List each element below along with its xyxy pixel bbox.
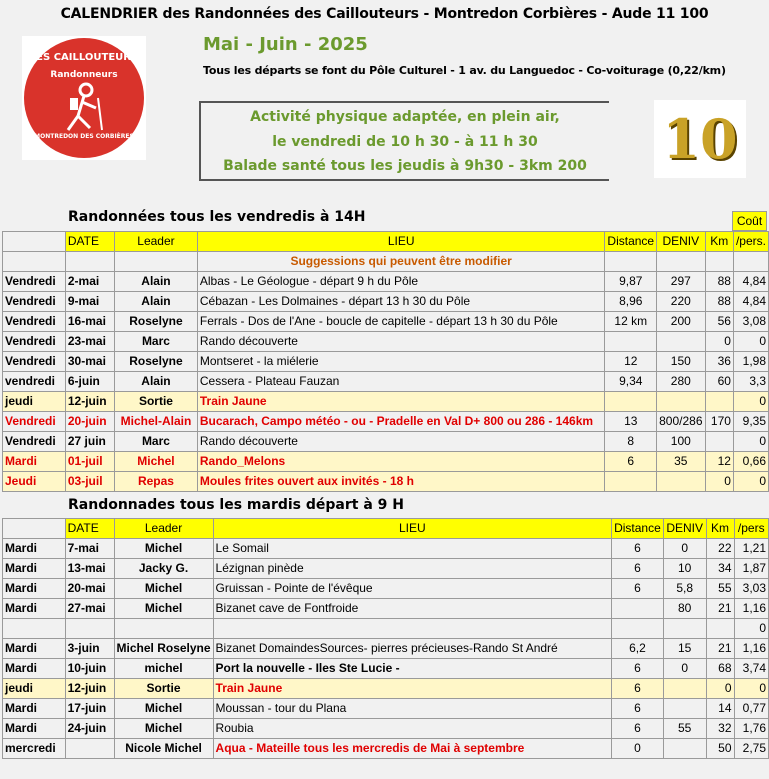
row-distance xyxy=(605,332,657,352)
row-place: Train Jaune xyxy=(197,392,605,412)
row-date: 16-mai xyxy=(65,312,114,332)
row-place: Rando_Melons xyxy=(197,452,605,472)
row-deniv xyxy=(657,472,705,492)
row-date: 17-juin xyxy=(65,699,114,719)
anniversary-badge: 10 xyxy=(654,100,746,178)
row-deniv: 280 xyxy=(657,372,705,392)
row-place: Bizanet DomaindesSources- pierres précieuses-Rando St André xyxy=(213,639,612,659)
row-cost: 9,35 xyxy=(733,412,768,432)
row-cost: 3,08 xyxy=(733,312,768,332)
header-distance: Distance xyxy=(605,232,657,252)
row-km: 60 xyxy=(705,372,733,392)
row-km: 22 xyxy=(706,539,734,559)
row-leader: Marc xyxy=(115,332,198,352)
row-km: 0 xyxy=(705,332,733,352)
row-day: Vendredi xyxy=(3,292,66,312)
row-deniv: 150 xyxy=(657,352,705,372)
row-leader: Alain xyxy=(115,372,198,392)
row-leader: Sortie xyxy=(114,679,213,699)
suggestion-blank xyxy=(733,252,768,272)
row-leader: Alain xyxy=(115,272,198,292)
row-day: Mardi xyxy=(3,539,66,559)
suggestion-row xyxy=(3,252,769,272)
row-place: Aqua - Mateille tous les mercredis de Mai à septembre xyxy=(213,739,612,759)
row-distance: 6 xyxy=(612,659,664,679)
row-km: 21 xyxy=(706,639,734,659)
row-day: Mardi xyxy=(3,452,66,472)
row-km: 170 xyxy=(705,412,733,432)
activity-line-2: le vendredi de 10 h 30 - à 11 h 30 xyxy=(272,134,538,150)
row-leader: Michel Roselyne xyxy=(114,639,213,659)
row-place: Cessera - Plateau Fauzan xyxy=(197,372,605,392)
table-row xyxy=(3,452,769,472)
row-date: 20-juin xyxy=(65,412,114,432)
row-cost: 0 xyxy=(733,432,768,452)
row-leader: Nicole Michel xyxy=(114,739,213,759)
header-cost: /pers xyxy=(734,519,768,539)
row-deniv xyxy=(663,699,706,719)
row-leader: Marc xyxy=(115,432,198,452)
row-leader: Michel xyxy=(114,699,213,719)
row-km xyxy=(706,619,734,639)
header-row xyxy=(3,519,769,539)
row-km: 34 xyxy=(706,559,734,579)
row-cost: 0 xyxy=(733,392,768,412)
row-day: Vendredi xyxy=(3,412,66,432)
suggestion-blank xyxy=(65,252,114,272)
row-km: 88 xyxy=(705,272,733,292)
row-cost: 1,87 xyxy=(734,559,768,579)
row-distance: 6 xyxy=(605,452,657,472)
table-row xyxy=(3,599,769,619)
row-cost: 0,77 xyxy=(734,699,768,719)
row-distance xyxy=(605,392,657,412)
row-day: vendredi xyxy=(3,372,66,392)
row-leader: Alain xyxy=(115,292,198,312)
row-place: Roubia xyxy=(213,719,612,739)
table-row xyxy=(3,332,769,352)
row-leader: Roselyne xyxy=(115,352,198,372)
row-date: 30-mai xyxy=(65,352,114,372)
row-leader xyxy=(114,619,213,639)
row-cost: 0 xyxy=(733,332,768,352)
cost-header: Coût xyxy=(732,211,767,231)
club-logo: LES CAILLOUTEURS Randonneurs MONTREDON DES CORBIÈRES xyxy=(22,36,146,160)
tuesday-section-title: Randonnades tous les mardis départ à 9 H xyxy=(68,497,404,513)
row-deniv: 200 xyxy=(657,312,705,332)
row-cost: 3,74 xyxy=(734,659,768,679)
header-km: Km xyxy=(705,232,733,252)
row-place: Ferrals - Dos de l'Ane - boucle de capitelle - départ 13 h 30 du Pôle xyxy=(197,312,605,332)
row-place: Lézignan pinède xyxy=(213,559,612,579)
row-deniv: 220 xyxy=(657,292,705,312)
row-date: 2-mai xyxy=(65,272,114,292)
hiker-icon xyxy=(24,38,144,158)
friday-section-title: Randonnées tous les vendredis à 14H xyxy=(68,209,366,225)
row-km: 14 xyxy=(706,699,734,719)
row-place: Moussan - tour du Plana xyxy=(213,699,612,719)
row-deniv: 297 xyxy=(657,272,705,292)
row-distance: 9,87 xyxy=(605,272,657,292)
row-km: 21 xyxy=(706,599,734,619)
row-place: Rando découverte xyxy=(197,332,605,352)
row-cost: 1,98 xyxy=(733,352,768,372)
table-row xyxy=(3,619,769,639)
row-place: Moules frites ouvert aux invités - 18 h xyxy=(197,472,605,492)
row-date: 9-mai xyxy=(65,292,114,312)
row-cost: 3,03 xyxy=(734,579,768,599)
table-row xyxy=(3,352,769,372)
row-day: Vendredi xyxy=(3,332,66,352)
row-distance: 6 xyxy=(612,719,664,739)
table-row xyxy=(3,392,769,412)
header-date: DATE xyxy=(65,519,114,539)
row-day: Mardi xyxy=(3,639,66,659)
row-distance: 0 xyxy=(612,739,664,759)
row-deniv: 100 xyxy=(657,432,705,452)
row-place: Rando découverte xyxy=(197,432,605,452)
row-date: 27-mai xyxy=(65,599,114,619)
row-distance: 6 xyxy=(612,579,664,599)
row-day: Vendredi xyxy=(3,352,66,372)
row-cost: 0 xyxy=(733,472,768,492)
row-day: Mardi xyxy=(3,659,66,679)
row-place: Albas - Le Géologue - départ 9 h du Pôle xyxy=(197,272,605,292)
row-deniv xyxy=(657,332,705,352)
row-date: 6-juin xyxy=(65,372,114,392)
table-row xyxy=(3,292,769,312)
row-date: 27 juin xyxy=(65,432,114,452)
suggestion-blank xyxy=(3,252,66,272)
row-date xyxy=(65,739,114,759)
row-date: 13-mai xyxy=(65,559,114,579)
row-deniv: 800/286 xyxy=(657,412,705,432)
row-deniv: 55 xyxy=(663,719,706,739)
row-leader: Michel xyxy=(114,719,213,739)
row-distance: 12 xyxy=(605,352,657,372)
header-place: LIEU xyxy=(197,232,605,252)
activity-box xyxy=(199,101,609,181)
table-row xyxy=(3,739,769,759)
period-title: Mai - Juin - 2025 xyxy=(203,34,368,55)
header-deniv: DENIV xyxy=(657,232,705,252)
activity-line-1: Activité physique adaptée, en plein air, xyxy=(250,109,560,125)
row-deniv: 35 xyxy=(657,452,705,472)
row-leader: Michel-Alain xyxy=(115,412,198,432)
table-row xyxy=(3,432,769,452)
header-km: Km xyxy=(706,519,734,539)
row-cost: 0 xyxy=(734,679,768,699)
table-row xyxy=(3,559,769,579)
table-row xyxy=(3,412,769,432)
row-distance: 6 xyxy=(612,559,664,579)
row-km: 50 xyxy=(706,739,734,759)
table-row xyxy=(3,659,769,679)
row-distance: 13 xyxy=(605,412,657,432)
row-cost: 1,21 xyxy=(734,539,768,559)
row-distance xyxy=(612,599,664,619)
tuesday-table xyxy=(2,518,769,759)
row-km: 36 xyxy=(705,352,733,372)
suggestion-note: Suggessions qui peuvent être modifier xyxy=(197,252,605,272)
row-place xyxy=(213,619,612,639)
row-km: 88 xyxy=(705,292,733,312)
row-day: jeudi xyxy=(3,679,66,699)
row-distance: 12 km xyxy=(605,312,657,332)
row-place: Gruissan - Pointe de l'évêque xyxy=(213,579,612,599)
row-leader: Michel xyxy=(114,539,213,559)
row-km: 56 xyxy=(705,312,733,332)
row-leader: Jacky G. xyxy=(114,559,213,579)
table-row xyxy=(3,372,769,392)
suggestion-blank xyxy=(605,252,657,272)
table-row xyxy=(3,699,769,719)
table-row xyxy=(3,472,769,492)
row-cost: 1,16 xyxy=(734,599,768,619)
row-date: 24-juin xyxy=(65,719,114,739)
row-deniv: 10 xyxy=(663,559,706,579)
row-km: 12 xyxy=(705,452,733,472)
page-title: CALENDRIER des Randonnées des Caillouteurs - Montredon Corbières - Aude 11 100 xyxy=(60,6,709,22)
row-km: 68 xyxy=(706,659,734,679)
row-cost: 0 xyxy=(734,619,768,639)
row-day: mercredi xyxy=(3,739,66,759)
row-day: Mardi xyxy=(3,699,66,719)
table-row xyxy=(3,272,769,292)
row-leader: michel xyxy=(114,659,213,679)
table-row xyxy=(3,539,769,559)
row-deniv: 5,8 xyxy=(663,579,706,599)
suggestion-blank xyxy=(115,252,198,272)
header-blank xyxy=(3,519,66,539)
row-distance: 6 xyxy=(612,699,664,719)
row-place: Le Somail xyxy=(213,539,612,559)
row-leader: Repas xyxy=(115,472,198,492)
row-date: 01-juil xyxy=(65,452,114,472)
header-leader: Leader xyxy=(114,519,213,539)
row-deniv: 80 xyxy=(663,599,706,619)
row-day: Jeudi xyxy=(3,472,66,492)
row-cost: 1,16 xyxy=(734,639,768,659)
header-date: DATE xyxy=(65,232,114,252)
row-deniv: 15 xyxy=(663,639,706,659)
row-day xyxy=(3,619,66,639)
table-row xyxy=(3,579,769,599)
row-distance: 8 xyxy=(605,432,657,452)
row-leader: Michel xyxy=(114,579,213,599)
row-distance xyxy=(612,619,664,639)
row-km xyxy=(705,392,733,412)
row-date: 12-juin xyxy=(65,392,114,412)
row-leader: Michel xyxy=(114,599,213,619)
row-km xyxy=(705,432,733,452)
header-leader: Leader xyxy=(115,232,198,252)
row-day: Vendredi xyxy=(3,432,66,452)
row-day: Mardi xyxy=(3,719,66,739)
header-place: LIEU xyxy=(213,519,612,539)
row-deniv xyxy=(663,679,706,699)
header-row xyxy=(3,232,769,252)
row-date: 03-juil xyxy=(65,472,114,492)
row-cost: 3,3 xyxy=(733,372,768,392)
row-distance: 8,96 xyxy=(605,292,657,312)
header-deniv: DENIV xyxy=(663,519,706,539)
row-leader: Michel xyxy=(115,452,198,472)
row-cost: 0,66 xyxy=(733,452,768,472)
row-place: Bucarach, Campo météo - ou - Pradelle en Val D+ 800 ou 286 - 146km xyxy=(197,412,605,432)
row-distance: 6 xyxy=(612,679,664,699)
row-day: Vendredi xyxy=(3,312,66,332)
row-distance: 6 xyxy=(612,539,664,559)
row-deniv: 0 xyxy=(663,539,706,559)
row-date: 10-juin xyxy=(65,659,114,679)
row-deniv: 0 xyxy=(663,659,706,679)
row-place: Montseret - la miélerie xyxy=(197,352,605,372)
row-day: Vendredi xyxy=(3,272,66,292)
suggestion-blank xyxy=(705,252,733,272)
row-day: Mardi xyxy=(3,599,66,619)
row-leader: Sortie xyxy=(115,392,198,412)
row-cost: 2,75 xyxy=(734,739,768,759)
row-km: 0 xyxy=(705,472,733,492)
row-km: 32 xyxy=(706,719,734,739)
row-day: Mardi xyxy=(3,559,66,579)
row-deniv xyxy=(663,619,706,639)
row-date: 20-mai xyxy=(65,579,114,599)
row-place: Port la nouvelle - Iles Ste Lucie - xyxy=(213,659,612,679)
row-date: 12-juin xyxy=(65,679,114,699)
row-distance: 6,2 xyxy=(612,639,664,659)
row-day: jeudi xyxy=(3,392,66,412)
table-row xyxy=(3,639,769,659)
row-date xyxy=(65,619,114,639)
row-day: Mardi xyxy=(3,579,66,599)
activity-line-3: Balade santé tous les jeudis à 9h30 - 3km 200 xyxy=(223,158,587,174)
friday-table xyxy=(2,231,769,492)
row-km: 55 xyxy=(706,579,734,599)
row-date: 7-mai xyxy=(65,539,114,559)
row-date: 23-mai xyxy=(65,332,114,352)
row-deniv xyxy=(657,392,705,412)
table-row xyxy=(3,679,769,699)
header-cost: /pers. xyxy=(733,232,768,252)
header-distance: Distance xyxy=(612,519,664,539)
row-cost: 4,84 xyxy=(733,272,768,292)
row-cost: 4,84 xyxy=(733,292,768,312)
departure-info: Tous les départs se font du Pôle Culturel - 1 av. du Languedoc - Co-voiturage (0,22/km) xyxy=(203,64,726,77)
row-km: 0 xyxy=(706,679,734,699)
row-distance: 9,34 xyxy=(605,372,657,392)
table-row xyxy=(3,312,769,332)
row-leader: Roselyne xyxy=(115,312,198,332)
row-place: Cébazan - Les Dolmaines - départ 13 h 30 du Pôle xyxy=(197,292,605,312)
row-cost: 1,76 xyxy=(734,719,768,739)
table-row xyxy=(3,719,769,739)
suggestion-blank xyxy=(657,252,705,272)
row-place: Bizanet cave de Fontfroide xyxy=(213,599,612,619)
row-date: 3-juin xyxy=(65,639,114,659)
row-deniv xyxy=(663,739,706,759)
row-distance xyxy=(605,472,657,492)
row-place: Train Jaune xyxy=(213,679,612,699)
header-blank xyxy=(3,232,66,252)
